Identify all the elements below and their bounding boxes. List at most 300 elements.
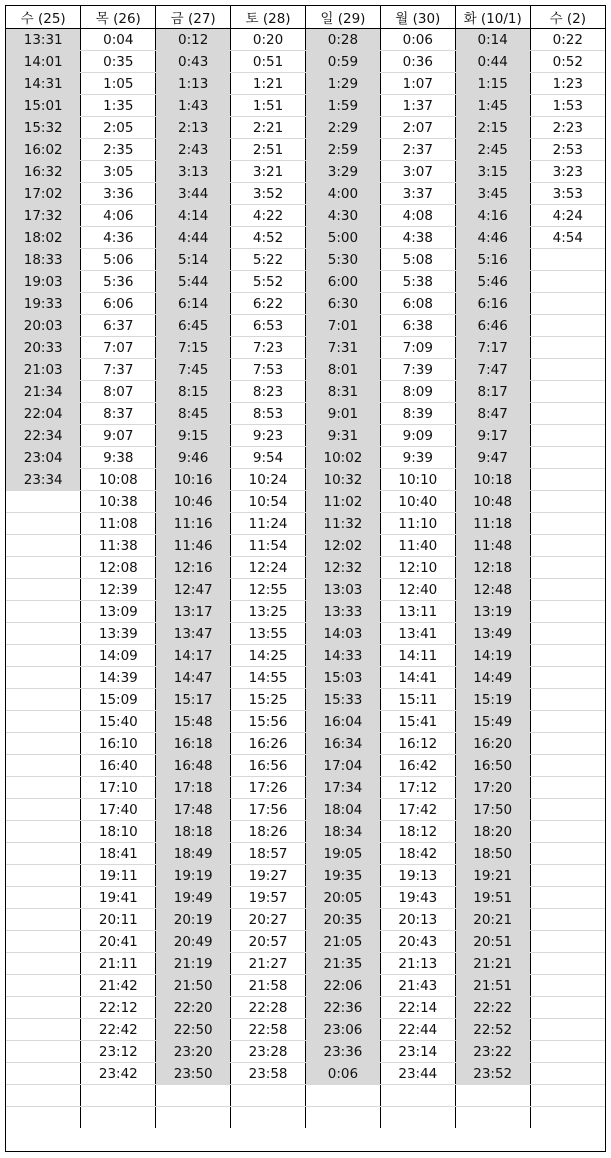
time-cell: 20:41 [81, 931, 156, 953]
time-cell: 4:22 [231, 205, 306, 227]
time-cell [530, 799, 605, 821]
time-cell: 18:50 [455, 843, 530, 865]
time-cell: 19:11 [81, 865, 156, 887]
time-cell: 17:42 [380, 799, 455, 821]
table-row [6, 975, 605, 997]
time-cell: 15:09 [81, 689, 156, 711]
time-cell: 18:34 [306, 821, 381, 843]
time-cell [6, 799, 81, 821]
time-cell: 0:59 [306, 51, 381, 73]
time-cell: 18:26 [231, 821, 306, 843]
time-cell: 19:51 [455, 887, 530, 909]
table-row [6, 953, 605, 975]
time-cell: 2:21 [231, 117, 306, 139]
time-cell: 2:05 [81, 117, 156, 139]
time-cell: 23:04 [6, 447, 81, 469]
time-cell [455, 1107, 530, 1129]
time-cell: 10:10 [380, 469, 455, 491]
time-cell [81, 1085, 156, 1107]
time-cell: 1:59 [306, 95, 381, 117]
time-cell: 20:43 [380, 931, 455, 953]
time-cell: 10:32 [306, 469, 381, 491]
time-cell: 7:45 [156, 359, 231, 381]
time-cell: 5:46 [455, 271, 530, 293]
time-cell: 17:26 [231, 777, 306, 799]
time-cell: 15:11 [380, 689, 455, 711]
time-cell [6, 755, 81, 777]
time-cell [530, 293, 605, 315]
time-cell: 2:43 [156, 139, 231, 161]
time-cell: 20:49 [156, 931, 231, 953]
time-cell: 21:27 [231, 953, 306, 975]
time-cell: 23:12 [81, 1041, 156, 1063]
time-cell: 12:18 [455, 557, 530, 579]
time-cell: 17:32 [6, 205, 81, 227]
time-cell: 0:06 [380, 29, 455, 51]
time-cell: 13:55 [231, 623, 306, 645]
time-cell [6, 909, 81, 931]
time-cell: 12:08 [81, 557, 156, 579]
time-cell: 7:07 [81, 337, 156, 359]
time-cell: 4:30 [306, 205, 381, 227]
time-cell: 14:11 [380, 645, 455, 667]
time-cell: 10:48 [455, 491, 530, 513]
timetable-sheet [5, 5, 606, 1152]
time-cell: 3:23 [530, 161, 605, 183]
time-cell: 16:48 [156, 755, 231, 777]
time-cell: 12:47 [156, 579, 231, 601]
table-row [6, 447, 605, 469]
time-cell: 19:35 [306, 865, 381, 887]
time-cell [156, 1107, 231, 1129]
time-cell: 10:38 [81, 491, 156, 513]
time-cell [530, 865, 605, 887]
time-cell: 14:33 [306, 645, 381, 667]
time-cell: 12:10 [380, 557, 455, 579]
time-cell: 10:24 [231, 469, 306, 491]
time-cell: 22:52 [455, 1019, 530, 1041]
time-cell: 10:46 [156, 491, 231, 513]
time-cell [530, 909, 605, 931]
time-cell: 23:50 [156, 1063, 231, 1085]
time-cell: 5:06 [81, 249, 156, 271]
time-cell: 17:12 [380, 777, 455, 799]
time-cell: 8:47 [455, 403, 530, 425]
time-cell: 14:01 [6, 51, 81, 73]
time-cell: 13:31 [6, 29, 81, 51]
time-cell: 14:25 [231, 645, 306, 667]
time-cell: 4:14 [156, 205, 231, 227]
header-cell: 일 (29) [306, 6, 381, 29]
time-cell [530, 997, 605, 1019]
time-cell: 12:48 [455, 579, 530, 601]
time-cell: 5:22 [231, 249, 306, 271]
time-cell: 8:09 [380, 381, 455, 403]
time-cell: 17:18 [156, 777, 231, 799]
time-cell: 18:42 [380, 843, 455, 865]
time-cell: 20:51 [455, 931, 530, 953]
time-cell [6, 1085, 81, 1107]
time-cell: 12:24 [231, 557, 306, 579]
time-cell: 6:46 [455, 315, 530, 337]
time-cell: 5:30 [306, 249, 381, 271]
time-cell: 4:44 [156, 227, 231, 249]
time-cell [530, 623, 605, 645]
time-cell: 21:13 [380, 953, 455, 975]
time-cell: 9:31 [306, 425, 381, 447]
time-cell: 11:02 [306, 491, 381, 513]
time-cell [306, 1107, 381, 1129]
time-cell: 3:15 [455, 161, 530, 183]
time-cell: 22:36 [306, 997, 381, 1019]
time-cell: 19:19 [156, 865, 231, 887]
time-cell: 12:55 [231, 579, 306, 601]
time-cell: 16:50 [455, 755, 530, 777]
time-cell: 19:41 [81, 887, 156, 909]
time-cell: 8:23 [231, 381, 306, 403]
time-cell: 11:38 [81, 535, 156, 557]
time-cell: 15:48 [156, 711, 231, 733]
table-row [6, 315, 605, 337]
time-cell [530, 403, 605, 425]
time-cell: 4:08 [380, 205, 455, 227]
time-cell: 5:08 [380, 249, 455, 271]
time-cell [6, 733, 81, 755]
time-cell: 1:13 [156, 73, 231, 95]
time-cell: 10:40 [380, 491, 455, 513]
time-cell [156, 1085, 231, 1107]
time-cell: 16:40 [81, 755, 156, 777]
time-cell [530, 645, 605, 667]
time-cell: 23:06 [306, 1019, 381, 1041]
time-cell: 17:10 [81, 777, 156, 799]
time-cell: 13:03 [306, 579, 381, 601]
time-cell: 1:35 [81, 95, 156, 117]
time-cell: 8:01 [306, 359, 381, 381]
time-cell: 0:28 [306, 29, 381, 51]
time-cell: 20:27 [231, 909, 306, 931]
time-cell: 3:07 [380, 161, 455, 183]
table-row [6, 271, 605, 293]
time-cell: 7:31 [306, 337, 381, 359]
time-cell: 19:27 [231, 865, 306, 887]
table-row [6, 1041, 605, 1063]
time-cell: 3:53 [530, 183, 605, 205]
time-cell: 1:45 [455, 95, 530, 117]
table-row [6, 755, 605, 777]
table-row [6, 491, 605, 513]
time-cell: 15:03 [306, 667, 381, 689]
time-cell: 22:34 [6, 425, 81, 447]
time-cell: 9:07 [81, 425, 156, 447]
time-cell: 9:47 [455, 447, 530, 469]
table-row [6, 799, 605, 821]
time-cell: 14:03 [306, 623, 381, 645]
table-row [6, 733, 605, 755]
time-cell [6, 1063, 81, 1085]
time-cell: 16:12 [380, 733, 455, 755]
time-cell: 6:14 [156, 293, 231, 315]
time-cell [530, 425, 605, 447]
time-cell: 1:05 [81, 73, 156, 95]
time-cell: 9:39 [380, 447, 455, 469]
time-cell [6, 623, 81, 645]
table-row [6, 513, 605, 535]
time-cell: 18:57 [231, 843, 306, 865]
time-cell: 17:48 [156, 799, 231, 821]
table-row [6, 667, 605, 689]
time-cell: 7:15 [156, 337, 231, 359]
time-cell [530, 315, 605, 337]
time-cell [6, 667, 81, 689]
time-cell [530, 469, 605, 491]
time-cell: 21:42 [81, 975, 156, 997]
time-cell: 20:19 [156, 909, 231, 931]
time-cell: 0:52 [530, 51, 605, 73]
time-cell: 23:42 [81, 1063, 156, 1085]
header-cell: 토 (28) [231, 6, 306, 29]
table-row [6, 73, 605, 95]
time-cell: 7:09 [380, 337, 455, 359]
time-cell: 3:44 [156, 183, 231, 205]
time-cell: 15:41 [380, 711, 455, 733]
time-cell: 5:52 [231, 271, 306, 293]
time-cell: 0:14 [455, 29, 530, 51]
time-cell: 10:18 [455, 469, 530, 491]
time-cell: 9:54 [231, 447, 306, 469]
time-cell: 15:56 [231, 711, 306, 733]
time-cell [530, 579, 605, 601]
time-cell: 19:33 [6, 293, 81, 315]
time-cell: 19:13 [380, 865, 455, 887]
table-row [6, 535, 605, 557]
time-cell [6, 601, 81, 623]
time-cell [530, 777, 605, 799]
time-cell: 8:45 [156, 403, 231, 425]
table-row [6, 1063, 605, 1085]
time-cell: 3:45 [455, 183, 530, 205]
time-cell [530, 491, 605, 513]
time-cell: 14:41 [380, 667, 455, 689]
time-cell [6, 975, 81, 997]
time-cell [530, 689, 605, 711]
table-row [6, 183, 605, 205]
time-cell: 8:17 [455, 381, 530, 403]
time-cell [530, 1085, 605, 1107]
time-cell: 4:46 [455, 227, 530, 249]
time-cell [6, 777, 81, 799]
time-cell: 21:43 [380, 975, 455, 997]
time-cell: 16:18 [156, 733, 231, 755]
time-cell: 22:06 [306, 975, 381, 997]
time-cell: 17:20 [455, 777, 530, 799]
time-cell: 22:14 [380, 997, 455, 1019]
time-cell: 2:13 [156, 117, 231, 139]
time-cell: 13:47 [156, 623, 231, 645]
table-row [6, 403, 605, 425]
time-cell [6, 1019, 81, 1041]
time-cell [530, 667, 605, 689]
time-cell: 9:09 [380, 425, 455, 447]
time-cell: 3:21 [231, 161, 306, 183]
time-cell: 11:08 [81, 513, 156, 535]
time-cell: 11:32 [306, 513, 381, 535]
time-cell: 23:28 [231, 1041, 306, 1063]
time-cell: 2:45 [455, 139, 530, 161]
time-cell: 22:20 [156, 997, 231, 1019]
time-cell: 1:23 [530, 73, 605, 95]
time-cell: 4:38 [380, 227, 455, 249]
table-row [6, 381, 605, 403]
time-cell: 21:05 [306, 931, 381, 953]
time-cell: 7:17 [455, 337, 530, 359]
time-cell: 9:23 [231, 425, 306, 447]
time-cell [530, 359, 605, 381]
time-cell: 21:34 [6, 381, 81, 403]
time-cell [6, 1107, 81, 1129]
time-cell: 2:15 [455, 117, 530, 139]
time-cell: 8:53 [231, 403, 306, 425]
time-cell [6, 865, 81, 887]
time-cell: 5:44 [156, 271, 231, 293]
time-cell: 21:50 [156, 975, 231, 997]
time-cell: 9:38 [81, 447, 156, 469]
time-cell: 19:57 [231, 887, 306, 909]
table-row [6, 843, 605, 865]
time-cell: 0:22 [530, 29, 605, 51]
time-cell: 3:52 [231, 183, 306, 205]
time-cell [6, 491, 81, 513]
time-cell [530, 755, 605, 777]
table-row [6, 821, 605, 843]
time-cell [6, 579, 81, 601]
time-cell: 16:42 [380, 755, 455, 777]
time-cell: 21:51 [455, 975, 530, 997]
time-cell: 16:02 [6, 139, 81, 161]
table-row [6, 557, 605, 579]
table-row [6, 337, 605, 359]
time-cell: 20:33 [6, 337, 81, 359]
header-cell: 월 (30) [380, 6, 455, 29]
time-cell [530, 821, 605, 843]
table-row [6, 249, 605, 271]
time-cell: 14:31 [6, 73, 81, 95]
time-cell: 15:33 [306, 689, 381, 711]
time-cell [530, 1063, 605, 1085]
time-cell: 18:41 [81, 843, 156, 865]
time-cell: 22:22 [455, 997, 530, 1019]
header-cell: 수 (25) [6, 6, 81, 29]
time-cell: 19:49 [156, 887, 231, 909]
time-cell: 16:56 [231, 755, 306, 777]
time-cell: 4:52 [231, 227, 306, 249]
table-row [6, 139, 605, 161]
table-row [6, 359, 605, 381]
time-cell [530, 711, 605, 733]
time-cell: 6:00 [306, 271, 381, 293]
time-cell: 13:09 [81, 601, 156, 623]
time-cell: 18:12 [380, 821, 455, 843]
time-cell: 6:30 [306, 293, 381, 315]
time-cell [306, 1085, 381, 1107]
timetable [6, 6, 605, 1128]
time-cell: 4:16 [455, 205, 530, 227]
time-cell [6, 931, 81, 953]
time-cell [6, 997, 81, 1019]
time-cell [6, 843, 81, 865]
time-cell: 0:36 [380, 51, 455, 73]
time-cell: 15:01 [6, 95, 81, 117]
table-row [6, 931, 605, 953]
time-cell: 4:36 [81, 227, 156, 249]
time-cell: 16:34 [306, 733, 381, 755]
time-cell: 2:35 [81, 139, 156, 161]
table-row [6, 1019, 605, 1041]
table-row [6, 227, 605, 249]
time-cell: 8:07 [81, 381, 156, 403]
time-cell: 12:16 [156, 557, 231, 579]
table-row [6, 95, 605, 117]
time-cell: 14:09 [81, 645, 156, 667]
time-cell: 8:15 [156, 381, 231, 403]
time-cell: 14:17 [156, 645, 231, 667]
time-cell: 7:39 [380, 359, 455, 381]
time-cell: 21:03 [6, 359, 81, 381]
time-cell: 15:32 [6, 117, 81, 139]
time-cell: 9:17 [455, 425, 530, 447]
table-row [6, 161, 605, 183]
time-cell: 13:41 [380, 623, 455, 645]
time-cell [530, 337, 605, 359]
header-cell: 화 (10/1) [455, 6, 530, 29]
time-cell: 19:43 [380, 887, 455, 909]
time-cell: 2:23 [530, 117, 605, 139]
header-row [6, 6, 605, 29]
time-cell: 22:12 [81, 997, 156, 1019]
time-cell: 14:19 [455, 645, 530, 667]
table-row [6, 997, 605, 1019]
time-cell: 6:08 [380, 293, 455, 315]
time-cell: 1:51 [231, 95, 306, 117]
time-cell: 1:43 [156, 95, 231, 117]
time-cell: 21:19 [156, 953, 231, 975]
time-cell: 2:37 [380, 139, 455, 161]
time-cell: 12:39 [81, 579, 156, 601]
table-row [6, 579, 605, 601]
time-cell [6, 711, 81, 733]
table-row [6, 29, 605, 51]
time-cell: 6:38 [380, 315, 455, 337]
time-cell [530, 601, 605, 623]
time-cell: 7:37 [81, 359, 156, 381]
time-cell: 16:32 [6, 161, 81, 183]
time-cell: 12:32 [306, 557, 381, 579]
time-cell: 10:54 [231, 491, 306, 513]
time-cell: 18:04 [306, 799, 381, 821]
time-cell: 11:40 [380, 535, 455, 557]
time-cell: 23:20 [156, 1041, 231, 1063]
time-cell [530, 931, 605, 953]
time-cell [530, 249, 605, 271]
time-cell: 23:44 [380, 1063, 455, 1085]
time-cell: 6:37 [81, 315, 156, 337]
time-cell: 1:53 [530, 95, 605, 117]
time-cell: 0:06 [306, 1063, 381, 1085]
time-cell [380, 1085, 455, 1107]
time-cell: 3:05 [81, 161, 156, 183]
time-cell: 18:10 [81, 821, 156, 843]
time-cell: 13:49 [455, 623, 530, 645]
